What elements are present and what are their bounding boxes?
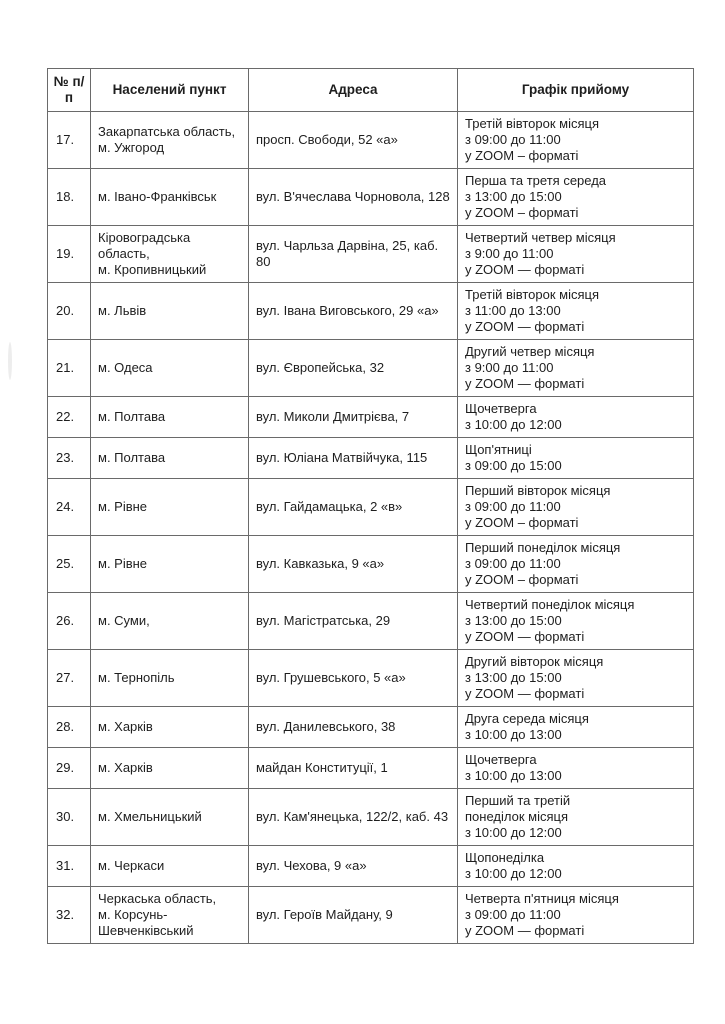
cell-address: вул. Гайдамацька, 2 «в» [249, 479, 458, 536]
cell-address: просп. Свободи, 52 «а» [249, 112, 458, 169]
cell-address: вул. Чехова, 9 «а» [249, 846, 458, 887]
cell-location: м. Черкаси [91, 846, 249, 887]
cell-schedule: Щопонеділка з 10:00 до 12:00 [458, 846, 694, 887]
cell-row-number: 18. [48, 169, 91, 226]
cell-address: вул. Миколи Дмитрієва, 7 [249, 397, 458, 438]
cell-location: м. Суми, [91, 593, 249, 650]
cell-schedule: Четверта п'ятниця місяця з 09:00 до 11:00 у ZOOM — форматі [458, 887, 694, 944]
table-row [48, 112, 694, 169]
cell-row-number: 24. [48, 479, 91, 536]
cell-schedule: Третій вівторок місяця з 11:00 до 13:00 у ZOOM — форматі [458, 283, 694, 340]
cell-location: м. Одеса [91, 340, 249, 397]
table-row [48, 397, 694, 438]
cell-row-number: 20. [48, 283, 91, 340]
cell-schedule: Другий четвер місяця з 9:00 до 11:00 у ZOOM — форматі [458, 340, 694, 397]
header-address: Адреса [249, 69, 458, 112]
cell-location: Черкаська область, м. Корсунь-Шевченківський [91, 887, 249, 944]
cell-schedule: Перший понеділок місяця з 09:00 до 11:00 у ZOOM – форматі [458, 536, 694, 593]
table-row [48, 846, 694, 887]
cell-row-number: 19. [48, 226, 91, 283]
cell-address: вул. Магістратська, 29 [249, 593, 458, 650]
cell-row-number: 17. [48, 112, 91, 169]
cell-schedule: Другий вівторок місяця з 13:00 до 15:00 у ZOOM — форматі [458, 650, 694, 707]
cell-location: м. Полтава [91, 438, 249, 479]
cell-location: Кіровоградська область, м. Кропивницький [91, 226, 249, 283]
cell-schedule: Друга середа місяця з 10:00 до 13:00 [458, 707, 694, 748]
cell-row-number: 23. [48, 438, 91, 479]
cell-location: м. Харків [91, 707, 249, 748]
table-row [48, 226, 694, 283]
header-num: № п/п [48, 69, 91, 112]
table-row [48, 789, 694, 846]
cell-address: вул. Героїв Майдану, 9 [249, 887, 458, 944]
cell-location: м. Тернопіль [91, 650, 249, 707]
cell-row-number: 29. [48, 748, 91, 789]
table-header [48, 69, 694, 112]
table-row [48, 169, 694, 226]
reception-schedule-table [47, 68, 694, 944]
cell-schedule: Четвертий понеділок місяця з 13:00 до 15:00 у ZOOM — форматі [458, 593, 694, 650]
cell-schedule: Щочетверга з 10:00 до 13:00 [458, 748, 694, 789]
table-row [48, 593, 694, 650]
cell-address: вул. В'ячеслава Чорновола, 128 [249, 169, 458, 226]
cell-address: вул. Чарльза Дарвіна, 25, каб. 80 [249, 226, 458, 283]
cell-location: Закарпатська область, м. Ужгород [91, 112, 249, 169]
cell-row-number: 27. [48, 650, 91, 707]
table-body [48, 112, 694, 944]
cell-location: м. Полтава [91, 397, 249, 438]
cell-row-number: 21. [48, 340, 91, 397]
table-row [48, 340, 694, 397]
cell-address: майдан Конституції, 1 [249, 748, 458, 789]
table-row [48, 283, 694, 340]
cell-schedule: Четвертий четвер місяця з 9:00 до 11:00 у ZOOM — форматі [458, 226, 694, 283]
cell-row-number: 32. [48, 887, 91, 944]
cell-address: вул. Данилевського, 38 [249, 707, 458, 748]
cell-schedule: Щочетверга з 10:00 до 12:00 [458, 397, 694, 438]
cell-address: вул. Європейська, 32 [249, 340, 458, 397]
cell-schedule: Перший та третій понеділок місяця з 10:00 до 12:00 [458, 789, 694, 846]
cell-address: вул. Кавказька, 9 «а» [249, 536, 458, 593]
table-row [48, 479, 694, 536]
cell-location: м. Харків [91, 748, 249, 789]
cell-row-number: 22. [48, 397, 91, 438]
cell-row-number: 25. [48, 536, 91, 593]
cell-location: м. Львів [91, 283, 249, 340]
cell-row-number: 28. [48, 707, 91, 748]
table-row [48, 887, 694, 944]
cell-address: вул. Кам'янецька, 122/2, каб. 43 [249, 789, 458, 846]
cell-address: вул. Грушевського, 5 «а» [249, 650, 458, 707]
cell-row-number: 30. [48, 789, 91, 846]
cell-schedule: Перша та третя середа з 13:00 до 15:00 у ZOOM – форматі [458, 169, 694, 226]
table-header-row [48, 69, 694, 112]
cell-address: вул. Юліана Матвійчука, 115 [249, 438, 458, 479]
header-location: Населений пункт [91, 69, 249, 112]
scan-artifact [8, 342, 12, 380]
table-row [48, 536, 694, 593]
cell-location: м. Івано-Франківськ [91, 169, 249, 226]
table-row [48, 650, 694, 707]
cell-location: м. Рівне [91, 479, 249, 536]
cell-schedule: Третій вівторок місяця з 09:00 до 11:00 у ZOOM – форматі [458, 112, 694, 169]
cell-address: вул. Івана Виговського, 29 «а» [249, 283, 458, 340]
cell-location: м. Хмельницький [91, 789, 249, 846]
cell-schedule: Щоп'ятниці з 09:00 до 15:00 [458, 438, 694, 479]
table-row [48, 748, 694, 789]
table-row [48, 707, 694, 748]
cell-location: м. Рівне [91, 536, 249, 593]
cell-schedule: Перший вівторок місяця з 09:00 до 11:00 у ZOOM – форматі [458, 479, 694, 536]
cell-row-number: 26. [48, 593, 91, 650]
cell-row-number: 31. [48, 846, 91, 887]
header-schedule: Графік прийому [458, 69, 694, 112]
table-row [48, 438, 694, 479]
